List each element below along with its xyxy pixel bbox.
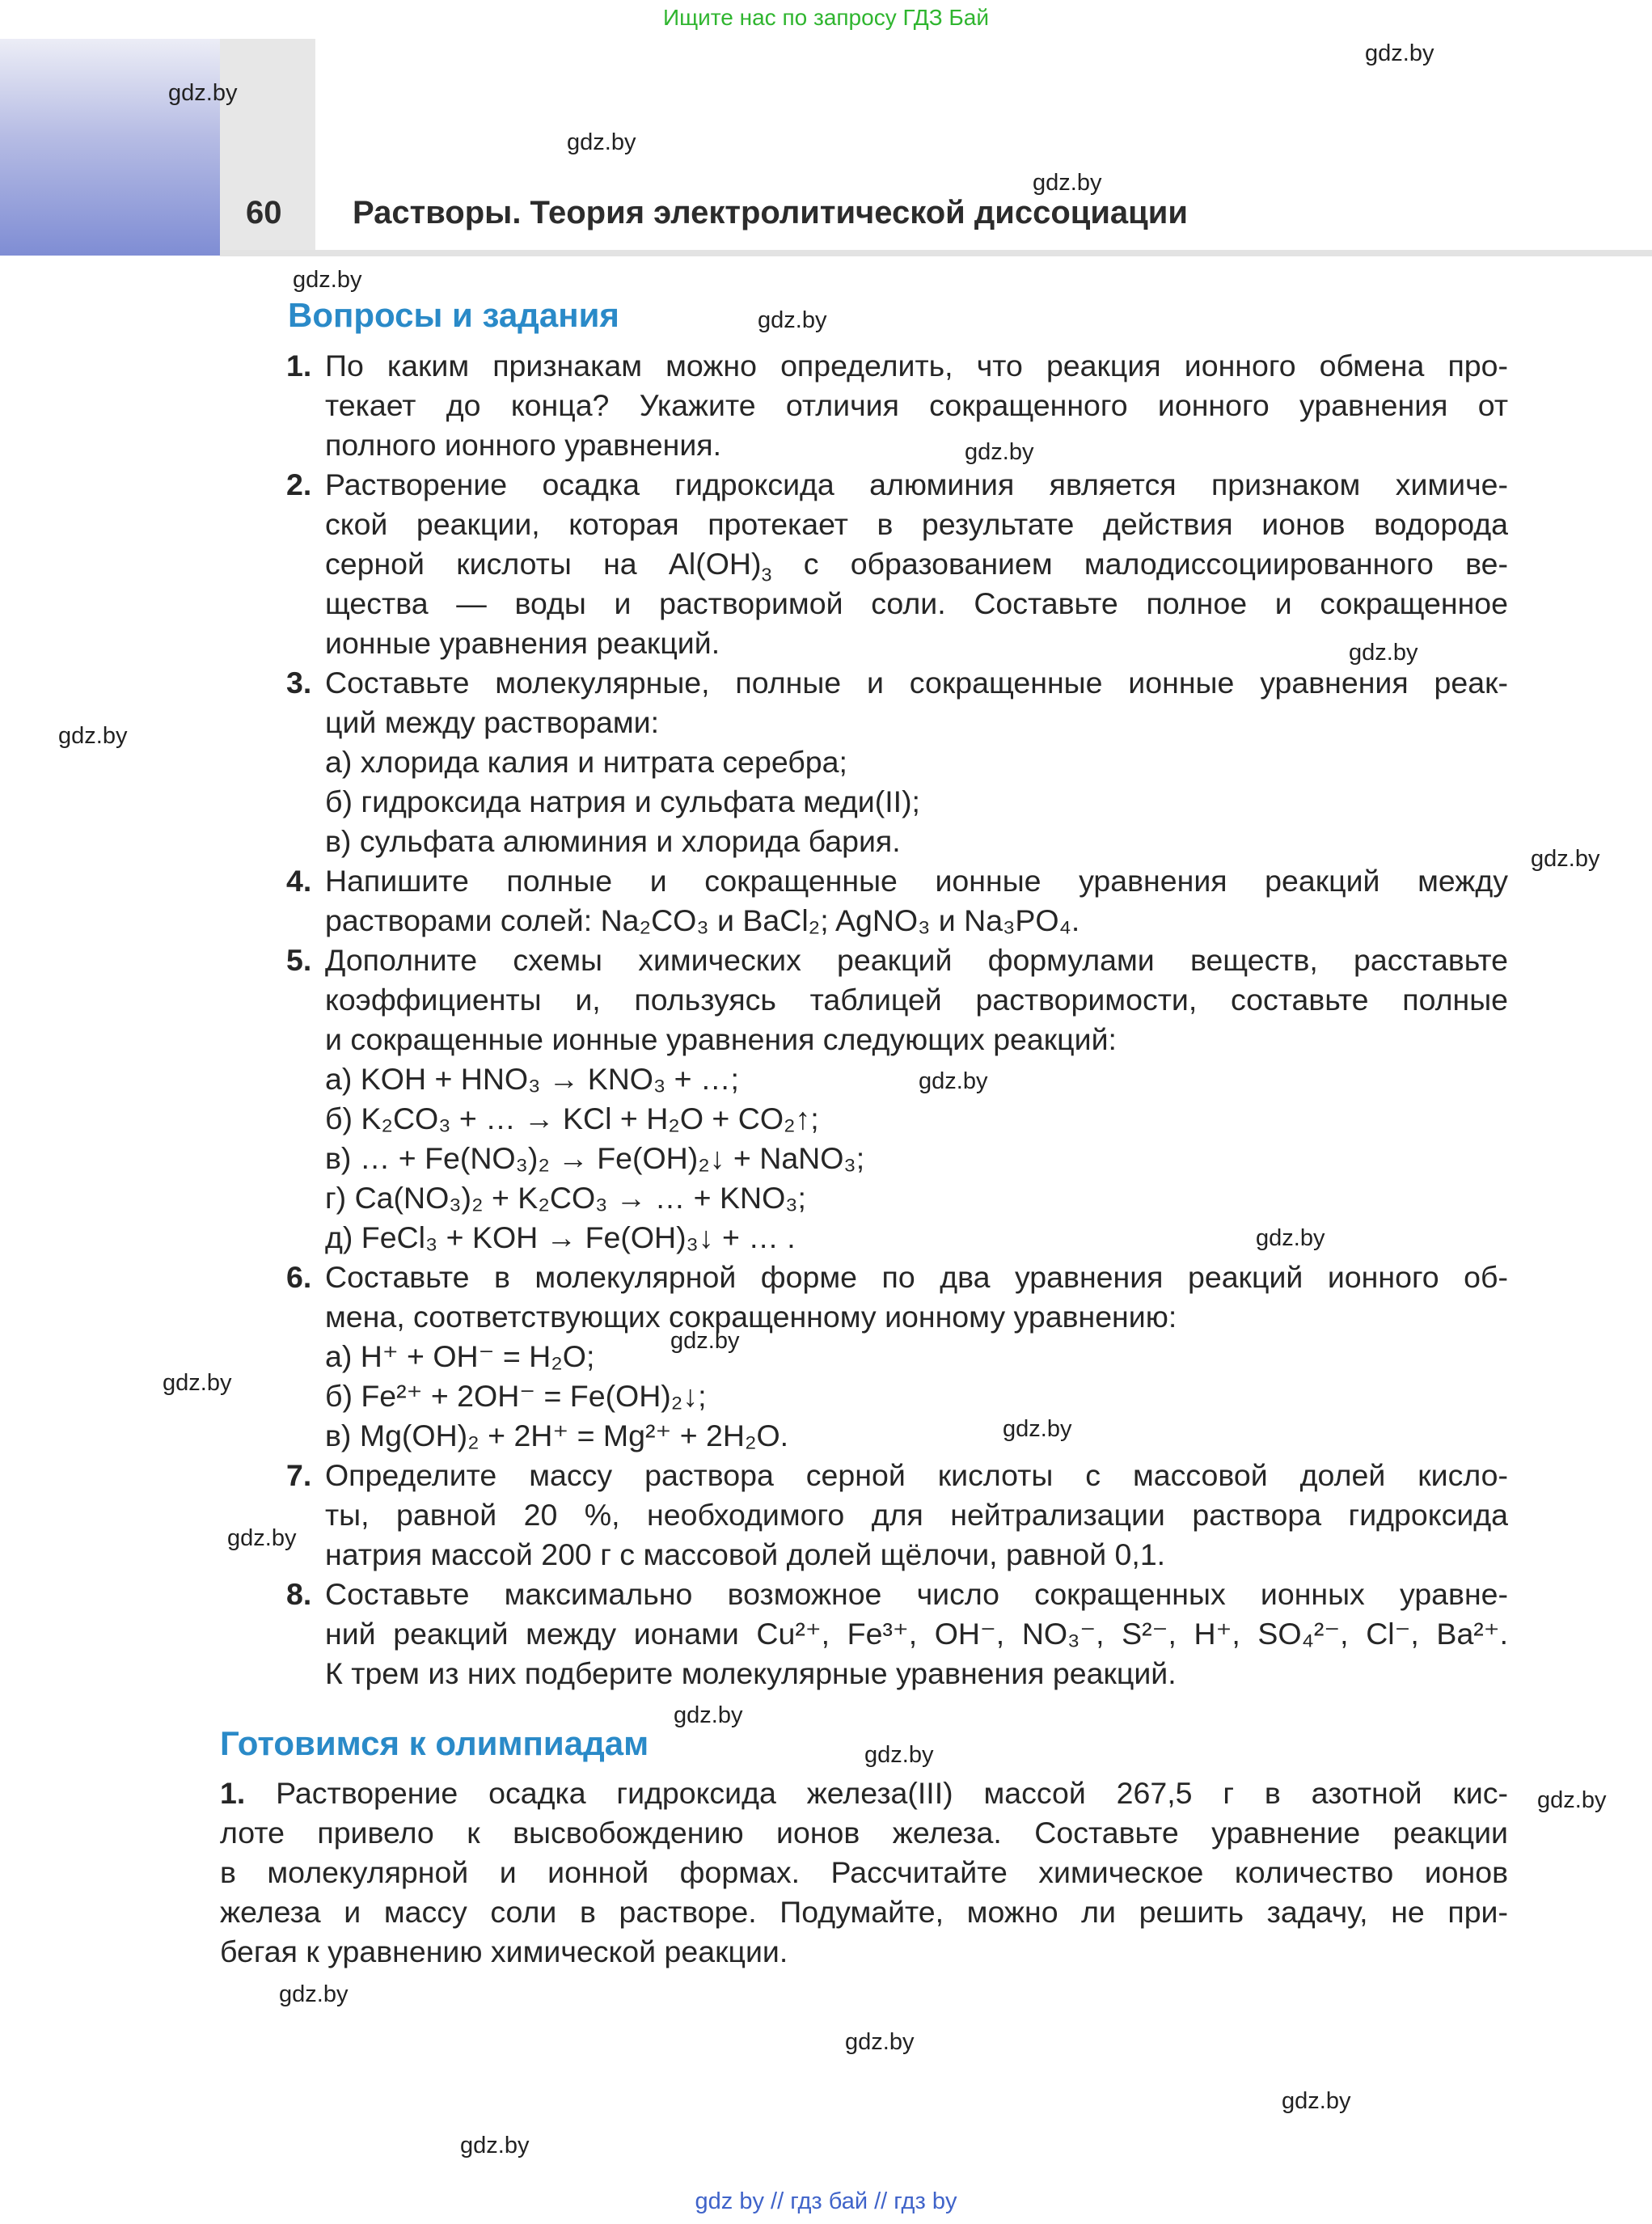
subitem: д) FeCl₃ + KOH → Fe(OH)₃↓ + … . xyxy=(325,1220,796,1254)
question-6 xyxy=(286,1258,1508,1456)
olympiad-task-1 xyxy=(220,1774,1508,1972)
text-line: серной кислоты на $Al(OH)_3$ с образованием малодиссоциированного ве- xyxy=(325,547,1508,586)
question-number: 1. xyxy=(286,349,312,383)
subitem: б) гидроксида натрия и сульфата меди(II); xyxy=(325,784,920,818)
subitem: б) K₂CO₃ + … → KCl + H₂O + CO₂↑; xyxy=(325,1101,819,1135)
watermark: gdz.by xyxy=(227,1525,297,1551)
watermark: gdz.by xyxy=(919,1068,988,1094)
task-number: 1. xyxy=(220,1776,246,1810)
text-line: ионные уравнения реакций. xyxy=(325,626,720,660)
watermark: gdz.by xyxy=(864,1742,934,1768)
question-number: 3. xyxy=(286,666,312,700)
questions-list xyxy=(286,346,1508,1693)
question-number: 8. xyxy=(286,1577,312,1611)
text-line xyxy=(220,1774,1508,1813)
subitem: а) KOH + HNO₃ → KNO₃ + …; xyxy=(325,1062,739,1096)
text-line: железа и массу соли в растворе. Подумайте, можно ли решить задачу, не при- xyxy=(220,1895,1508,1929)
question-4 xyxy=(286,861,1508,941)
text-line: Определите массу раствора серной кислоты с массовой долей кисло- xyxy=(325,1458,1508,1492)
text-line: По каким признакам можно определить, что реакция ионного обмена про- xyxy=(325,349,1508,383)
watermark: gdz.by xyxy=(1003,1416,1072,1442)
watermark: gdz.by xyxy=(674,1702,743,1728)
watermark: gdz.by xyxy=(1531,846,1600,872)
page-number: 60 xyxy=(246,195,282,230)
text-line: мена, соответствующих сокращенному ионному уравнению: xyxy=(325,1300,1177,1334)
watermark: gdz.by xyxy=(758,307,827,333)
watermark: gdz.by xyxy=(293,267,362,293)
section-title-questions: Вопросы и задания xyxy=(288,296,619,334)
chapter-title: Растворы. Теория электролитической диссоциации xyxy=(353,195,1188,230)
subitem: а) хлорида калия и нитрата серебра; xyxy=(325,745,847,779)
text-span: Растворение осадка гидроксида железа(III) массой 267,5 г в азотной кис- xyxy=(276,1776,1509,1810)
text-line: полного ионного уравнения. xyxy=(325,428,722,462)
question-number: 2. xyxy=(286,467,312,501)
question-7 xyxy=(286,1456,1508,1575)
subitem: в) … + Fe(NO₃)₂ → Fe(OH)₂↓ + NaNO₃; xyxy=(325,1141,865,1175)
watermark: gdz.by xyxy=(1349,640,1418,666)
search-banner: Ищите нас по запросу ГДЗ Бай xyxy=(662,5,990,30)
text-line: Растворение осадка гидроксида алюминия является признаком химиче- xyxy=(325,467,1508,501)
watermark: gdz.by xyxy=(163,1370,232,1396)
text-line: ций между растворами: xyxy=(325,705,659,739)
text-line: К трем из них подберите молекулярные уравнения реакций. xyxy=(325,1656,1177,1690)
text-line: ний реакций между ионами Cu²⁺, Fe³⁺, OH⁻, NO₃⁻, S²⁻, H⁺, SO₄²⁻, Cl⁻, Ba²⁺. xyxy=(325,1617,1508,1651)
watermark: gdz.by xyxy=(1365,40,1434,66)
text-line: Дополните схемы химических реакций формулами веществ, расставьте xyxy=(325,943,1508,977)
text-line: ты, равной 20 %, необходимого для нейтрализации раствора гидроксида xyxy=(325,1498,1508,1532)
question-2 xyxy=(286,465,1508,663)
question-number: 7. xyxy=(286,1458,312,1492)
subitem: в) сульфата алюминия и хлорида бария. xyxy=(325,824,901,858)
subitem: б) Fe²⁺ + 2OH⁻ = Fe(OH)₂↓; xyxy=(325,1379,707,1413)
watermark: gdz.by xyxy=(845,2029,915,2055)
subitem: в) Mg(OH)₂ + 2H⁺ = Mg²⁺ + 2H₂O. xyxy=(325,1419,789,1452)
question-3 xyxy=(286,663,1508,861)
text-line: и сокращенные ионные уравнения следующих реакций: xyxy=(325,1022,1117,1056)
question-8 xyxy=(286,1575,1508,1693)
text-line: лоте привело к высвобождению ионов железа. Составьте уравнение реакции xyxy=(220,1816,1508,1850)
watermark: gdz.by xyxy=(965,439,1034,465)
text-line: текает до конца? Укажите отличия сокращенного ионного уравнения от xyxy=(325,388,1508,422)
text-line: Составьте в молекулярной форме по два уравнения реакций ионного об- xyxy=(325,1260,1508,1294)
text-line: коэффициенты и, пользуясь таблицей растворимости, составьте полные xyxy=(325,983,1508,1017)
watermark: gdz.by xyxy=(58,723,128,749)
text-line: Составьте максимально возможное число сокращенных ионных уравне- xyxy=(325,1577,1508,1611)
watermark: gdz.by xyxy=(460,2133,530,2158)
text-line: бегая к уравнению химической реакции. xyxy=(220,1934,788,1968)
footer-links: gdz by // гдз бай // гдз by xyxy=(695,2188,957,2214)
formula-text: с образованием малодиссоциированного ве- xyxy=(771,547,1508,581)
watermark: gdz.by xyxy=(279,1981,349,2007)
text-line: Напишите полные и сокращенные ионные уравнения реакций между xyxy=(325,864,1508,898)
watermark: gdz.by xyxy=(567,129,636,155)
watermark: gdz.by xyxy=(1282,2088,1351,2114)
watermark: gdz.by xyxy=(1537,1787,1607,1813)
watermark: gdz.by xyxy=(1256,1225,1325,1251)
text-line: в молекулярной и ионной формах. Рассчитайте химическое количество ионов xyxy=(220,1855,1508,1889)
question-5 xyxy=(286,941,1508,1258)
watermark: gdz.by xyxy=(670,1328,740,1354)
text-line: ской реакции, которая протекает в результате действия ионов водорода xyxy=(325,507,1508,541)
watermark: gdz.by xyxy=(1033,170,1102,196)
header-rule xyxy=(220,250,1652,256)
text-line: Составьте молекулярные, полные и сокращенные ионные уравнения реак- xyxy=(325,666,1508,700)
section-title-olympiad: Готовимся к олимпиадам xyxy=(220,1724,649,1762)
subitem: г) Ca(NO₃)₂ + K₂CO₃ → … + KNO₃; xyxy=(325,1181,806,1215)
question-number: 6. xyxy=(286,1260,312,1294)
question-1 xyxy=(286,346,1508,465)
header-gradient-block xyxy=(0,39,220,256)
formula-text: серной кислоты на Al(OH) xyxy=(325,547,762,581)
text-line: щества — воды и растворимой соли. Составьте полное и сокращенное xyxy=(325,586,1508,620)
text-line: натрия массой 200 г с массовой долей щёлочи, равной 0,1. xyxy=(325,1537,1166,1571)
text-line: растворами солей: Na₂CO₃ и BaCl₂; AgNO₃ и Na₃PO₄. xyxy=(325,903,1080,937)
question-number: 5. xyxy=(286,943,312,977)
watermark: gdz.by xyxy=(168,80,238,106)
question-number: 4. xyxy=(286,864,312,898)
subitem: а) H⁺ + OH⁻ = H₂O; xyxy=(325,1339,595,1373)
